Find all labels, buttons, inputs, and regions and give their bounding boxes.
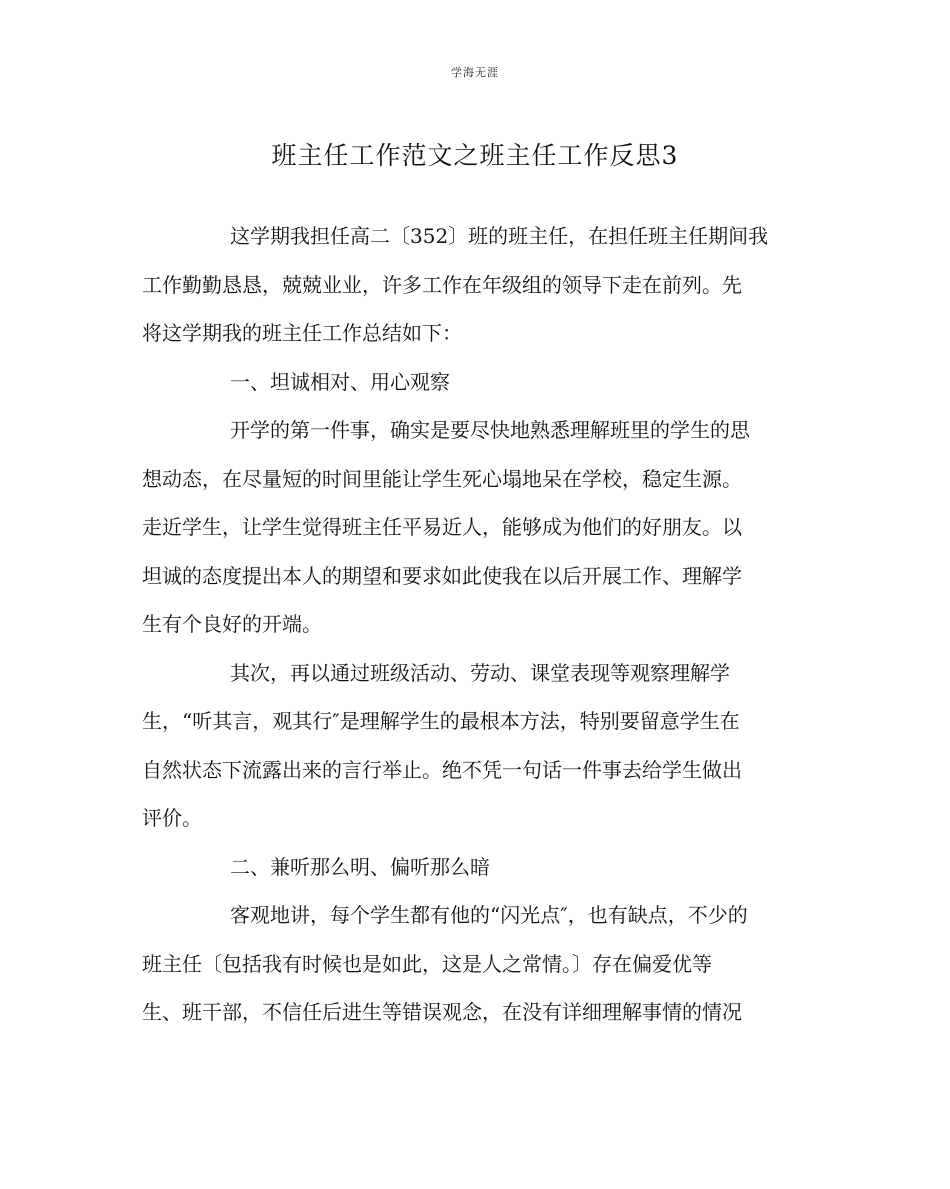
- document-title: 班主任工作范文之班主任工作反思3: [271, 141, 679, 170]
- paragraph-line: 自然状态下流露出来的言行举止。绝不凭一句话一件事去给学生做出: [142, 757, 742, 782]
- paragraph-first-line: 其次，再以通过班级活动、劳动、课堂表现等观察理解学: [230, 660, 730, 685]
- paragraph-line: 工作勤勤恳恳，兢兢业业，许多工作在年级组的领导下走在前列。先: [142, 272, 742, 297]
- paragraph-line: 生有个良好的开端。: [142, 612, 322, 636]
- paragraph-line: 坦诚的态度提出本人的期望和要求如此使我在以后开展工作、理解学: [142, 563, 742, 588]
- paragraph-first-line: 这学期我担任高二〔352〕班的班主任，在担任班主任期间我: [230, 224, 769, 248]
- paragraph-first-line: 开学的第一件事，确实是要尽快地熟悉理解班里的学生的思: [230, 418, 750, 442]
- paragraph-first-line: 一、坦诚相对、用心观察: [230, 369, 450, 394]
- paragraph-line: 将这学期我的班主任工作总结如下：: [142, 321, 462, 345]
- page-header: 学海无涯: [451, 66, 499, 79]
- paragraph-line: 班主任〔包括我有时候也是如此，这是人之常情。〕存在偏爱优等: [142, 951, 712, 976]
- paragraph-line: 走近学生，让学生觉得班主任平易近人，能够成为他们的好朋友。以: [142, 515, 742, 539]
- paragraph-line: 想动态，在尽量短的时间里能让学生死心塌地呆在学校，稳定生源。: [142, 466, 742, 491]
- paragraph-first-line: 客观地讲，每个学生都有他的“闪光点″，也有缺点，不少的: [230, 903, 748, 927]
- paragraph-line: 生，“听其言，观其行″是理解学生的最根本方法，特别要留意学生在: [142, 709, 740, 733]
- paragraph-line: 生、班干部，不信任后进生等错误观念，在没有详细理解事情的情况: [142, 1000, 742, 1024]
- document-body: [142, 221, 808, 1046]
- paragraph-first-line: 二、兼听那么明、偏听那么暗: [230, 854, 490, 879]
- paragraph-line: 评价。: [142, 806, 202, 830]
